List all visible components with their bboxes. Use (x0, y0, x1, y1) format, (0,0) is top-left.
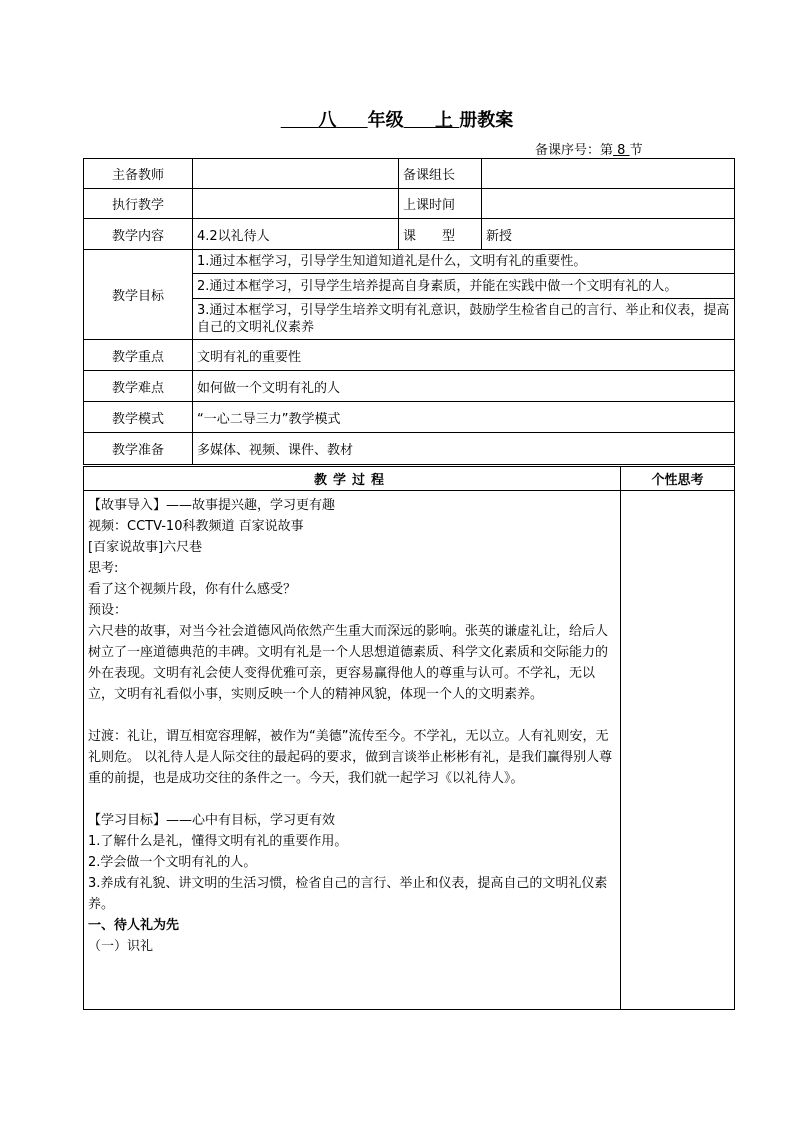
prep-value: 多媒体、视频、课件、教材 (193, 433, 735, 465)
sub-title: （一）识礼 (88, 939, 154, 954)
focus-label: 教学重点 (84, 340, 193, 371)
lesson-info-table (83, 158, 735, 465)
executor-value (193, 189, 399, 219)
group-leader-value (482, 159, 735, 189)
type-value: 新授 (482, 219, 735, 250)
lesson-serial: 备课序号：第 8 节 (535, 143, 643, 158)
process-line: 1.了解什么是礼，懂得文明有礼的重要作用。 (88, 834, 348, 849)
class-time-value (482, 189, 735, 219)
process-line: 【学习目标】——心中有目标，学习更有效 (88, 813, 336, 828)
goal-item: 2.通过本框学习，引导学生培养提高自身素质，并能在实践中做一个文明有礼的人。 (193, 274, 735, 299)
process-line: 3.养成有礼貌、讲文明的生活习惯，检省自己的言行、举止和仪表，提高自己的文明礼仪素养。 (88, 876, 608, 912)
group-leader-label: 备课组长 (399, 159, 482, 189)
mode-value: “一心二导三力”教学模式 (193, 402, 735, 433)
process-line: 预设： (88, 603, 128, 618)
focus-value: 文明有礼的重要性 (193, 340, 735, 371)
process-content (84, 491, 621, 1010)
executor-label: 执行教学 (84, 189, 193, 219)
mode-label: 教学模式 (84, 402, 193, 433)
content-value: 4.2以礼待人 (193, 219, 399, 250)
main-teacher-value (193, 159, 399, 189)
process-line: 视频：CCTV-10科教频道 百家说故事 (88, 519, 304, 534)
process-line: 【故事导入】——故事提兴趣，学习更有趣 (88, 498, 336, 513)
teaching-process-table (83, 466, 735, 1010)
page-title: 八 年级 上 册教案 (0, 106, 794, 132)
process-header: 教学过程 (84, 467, 621, 491)
process-line: 思考: (88, 561, 119, 576)
personal-thinking-cell (621, 491, 735, 1010)
goals-label: 教学目标 (84, 250, 193, 340)
goal-item: 1.通过本框学习，引导学生知道知道礼是什么，文明有礼的重要性。 (193, 250, 735, 274)
process-line: 看了这个视频片段，你有什么感受？ (88, 582, 297, 597)
personal-thinking-header: 个性思考 (621, 467, 735, 491)
blank-line (88, 705, 616, 726)
term-field: 上 (435, 110, 453, 131)
process-line: [百家说故事]六尺巷 (88, 540, 203, 555)
content-label: 教学内容 (84, 219, 193, 250)
grade-field: 八 (318, 110, 337, 131)
type-label: 课 型 (399, 219, 482, 250)
process-line: 2.学会做一个文明有礼的人。 (88, 855, 257, 870)
class-time-label: 上课时间 (399, 189, 482, 219)
difficulty-label: 教学难点 (84, 371, 193, 402)
section-title: 一、待人礼为先 (88, 918, 180, 933)
prep-label: 教学准备 (84, 433, 193, 465)
goal-item: 3.通过本框学习，引导学生培养文明有礼意识，鼓励学生检省自己的言行、举止和仪表，提高自己的文明礼仪素养 (193, 299, 735, 340)
process-paragraph: 六尺巷的故事，对当今社会道德风尚依然产生重大而深远的影响。张英的谦虚礼让，给后人树立了一座道德典范的丰碑。文明有礼是一个人思想道德素质、科学文化素质和交际能力的外在表现。文明有礼会使人变得优雅可亲，更容易赢得他人的尊重与认可。不学礼，无以立，文明有礼看似小事，实则反映一个人的精神风貌，体现一个人的文明素养。 (88, 624, 609, 702)
difficulty-value: 如何做一个文明有礼的人 (193, 371, 735, 402)
blank-line (88, 789, 616, 810)
main-teacher-label: 主备教师 (84, 159, 193, 189)
process-paragraph: 过渡：礼让，谓互相宽容理解，被作为“美德”流传至今。不学礼，无以立。人有礼则安，无礼则危。 以礼待人是人际交往的最起码的要求，做到言谈举止彬彬有礼，是我们赢得别人尊重的前提，也是成功交往的条件之一。今天，我们就一起学习《以礼待人》。 (88, 729, 613, 786)
